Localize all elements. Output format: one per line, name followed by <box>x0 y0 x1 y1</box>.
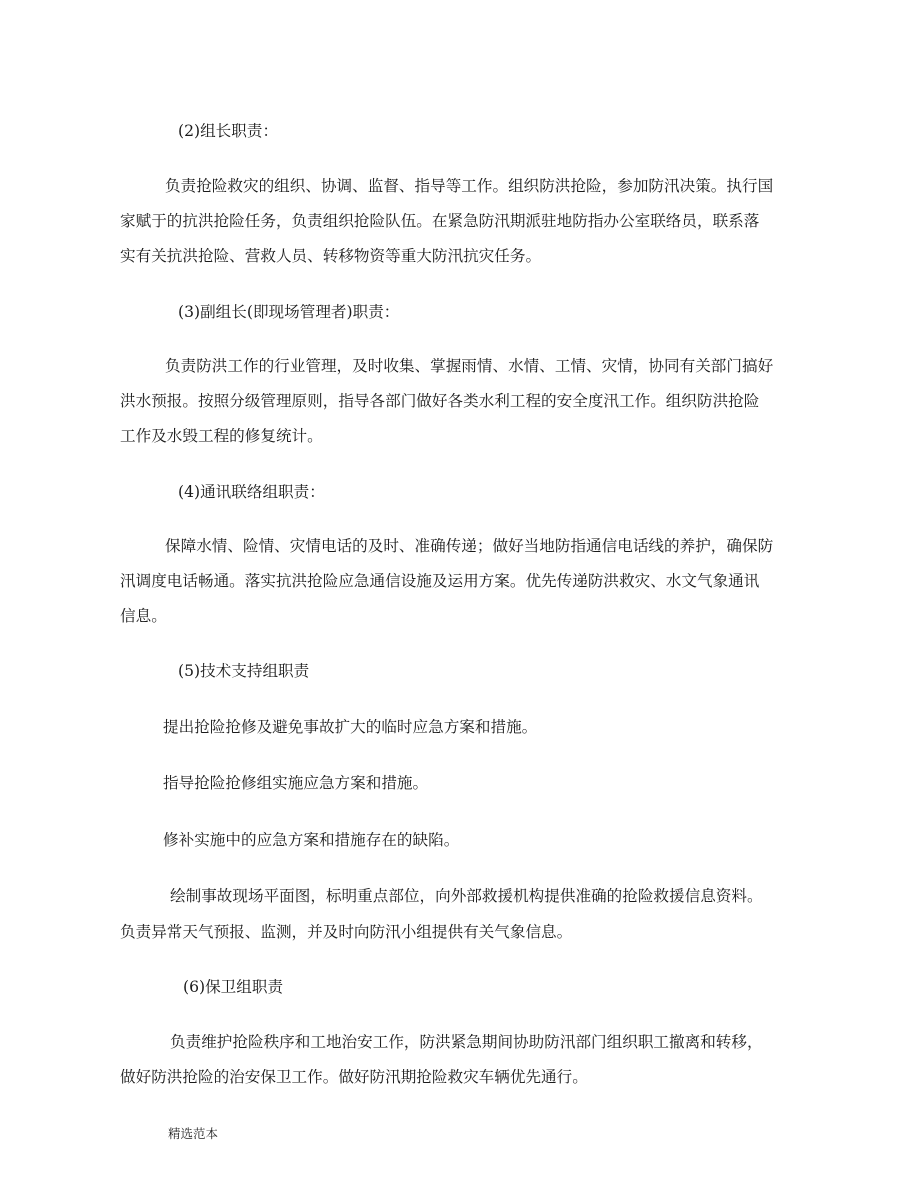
paragraph-line: 保障水情、险情、灾情电话的及时、准确传递；做好当地防指通信电话线的养护，确保防 <box>165 537 774 555</box>
paragraph-line: 负责维护抢险秩序和工地治安工作，防洪紧急期间协助防汛部门组织职工撤离和转移， <box>170 1033 763 1051</box>
section-heading-leader-duties: (2)组长职责： <box>178 122 279 140</box>
paragraph-line: 修补实施中的应急方案和措施存在的缺陷。 <box>163 831 460 849</box>
paragraph-line: 负责异常天气预报、监测，并及时向防汛小组提供有关气象信息。 <box>120 923 573 941</box>
paragraph-line: 绘制事故现场平面图，标明重点部位，向外部救援机构提供准确的抢险救援信息资料。 <box>170 887 763 905</box>
section-heading-deputy-leader-duties: (3)副组长(即现场管理者)职责： <box>178 303 400 321</box>
paragraph-line: 负责抢险救灾的组织、协调、监督、指导等工作。组织防洪抢险，参加防汛决策。执行国 <box>165 177 774 195</box>
paragraph-line: 洪水预报。按照分级管理原则，指导各部门做好各类水利工程的安全度汛工作。组织防洪抢险 <box>120 392 760 410</box>
paragraph-line: 提出抢险抢修及避免事故扩大的临时应急方案和措施。 <box>163 718 538 736</box>
paragraph-line: 实有关抗洪抢险、营救人员、转移物资等重大防汛抗灾任务。 <box>120 247 542 265</box>
paragraph-line: 做好防洪抢险的治安保卫工作。做好防汛期抢险救灾车辆优先通行。 <box>120 1068 588 1086</box>
paragraph-line: 汛调度电话畅通。落实抗洪抢险应急通信设施及运用方案。优先传递防洪救灾、水文气象通讯 <box>120 572 760 590</box>
page-footer: 精选范本 <box>168 1126 219 1141</box>
section-heading-security-duties: (6)保卫组职责 <box>183 978 284 996</box>
paragraph-line: 指导抢险抢修组实施应急方案和措施。 <box>163 774 429 792</box>
paragraph-line: 家赋于的抗洪抢险任务，负责组织抢险队伍。在紧急防汛期派驻地防指办公室联络员，联系落 <box>120 212 760 230</box>
paragraph-line: 信息。 <box>120 607 167 625</box>
section-heading-technical-support-duties: (5)技术支持组职责 <box>178 662 310 680</box>
section-heading-communications-duties: (4)通讯联络组职责： <box>178 483 325 501</box>
paragraph-line: 工作及水毁工程的修复统计。 <box>120 427 323 445</box>
paragraph-line: 负责防洪工作的行业管理，及时收集、掌握雨情、水情、工情、灾情，协同有关部门搞好 <box>165 357 774 375</box>
